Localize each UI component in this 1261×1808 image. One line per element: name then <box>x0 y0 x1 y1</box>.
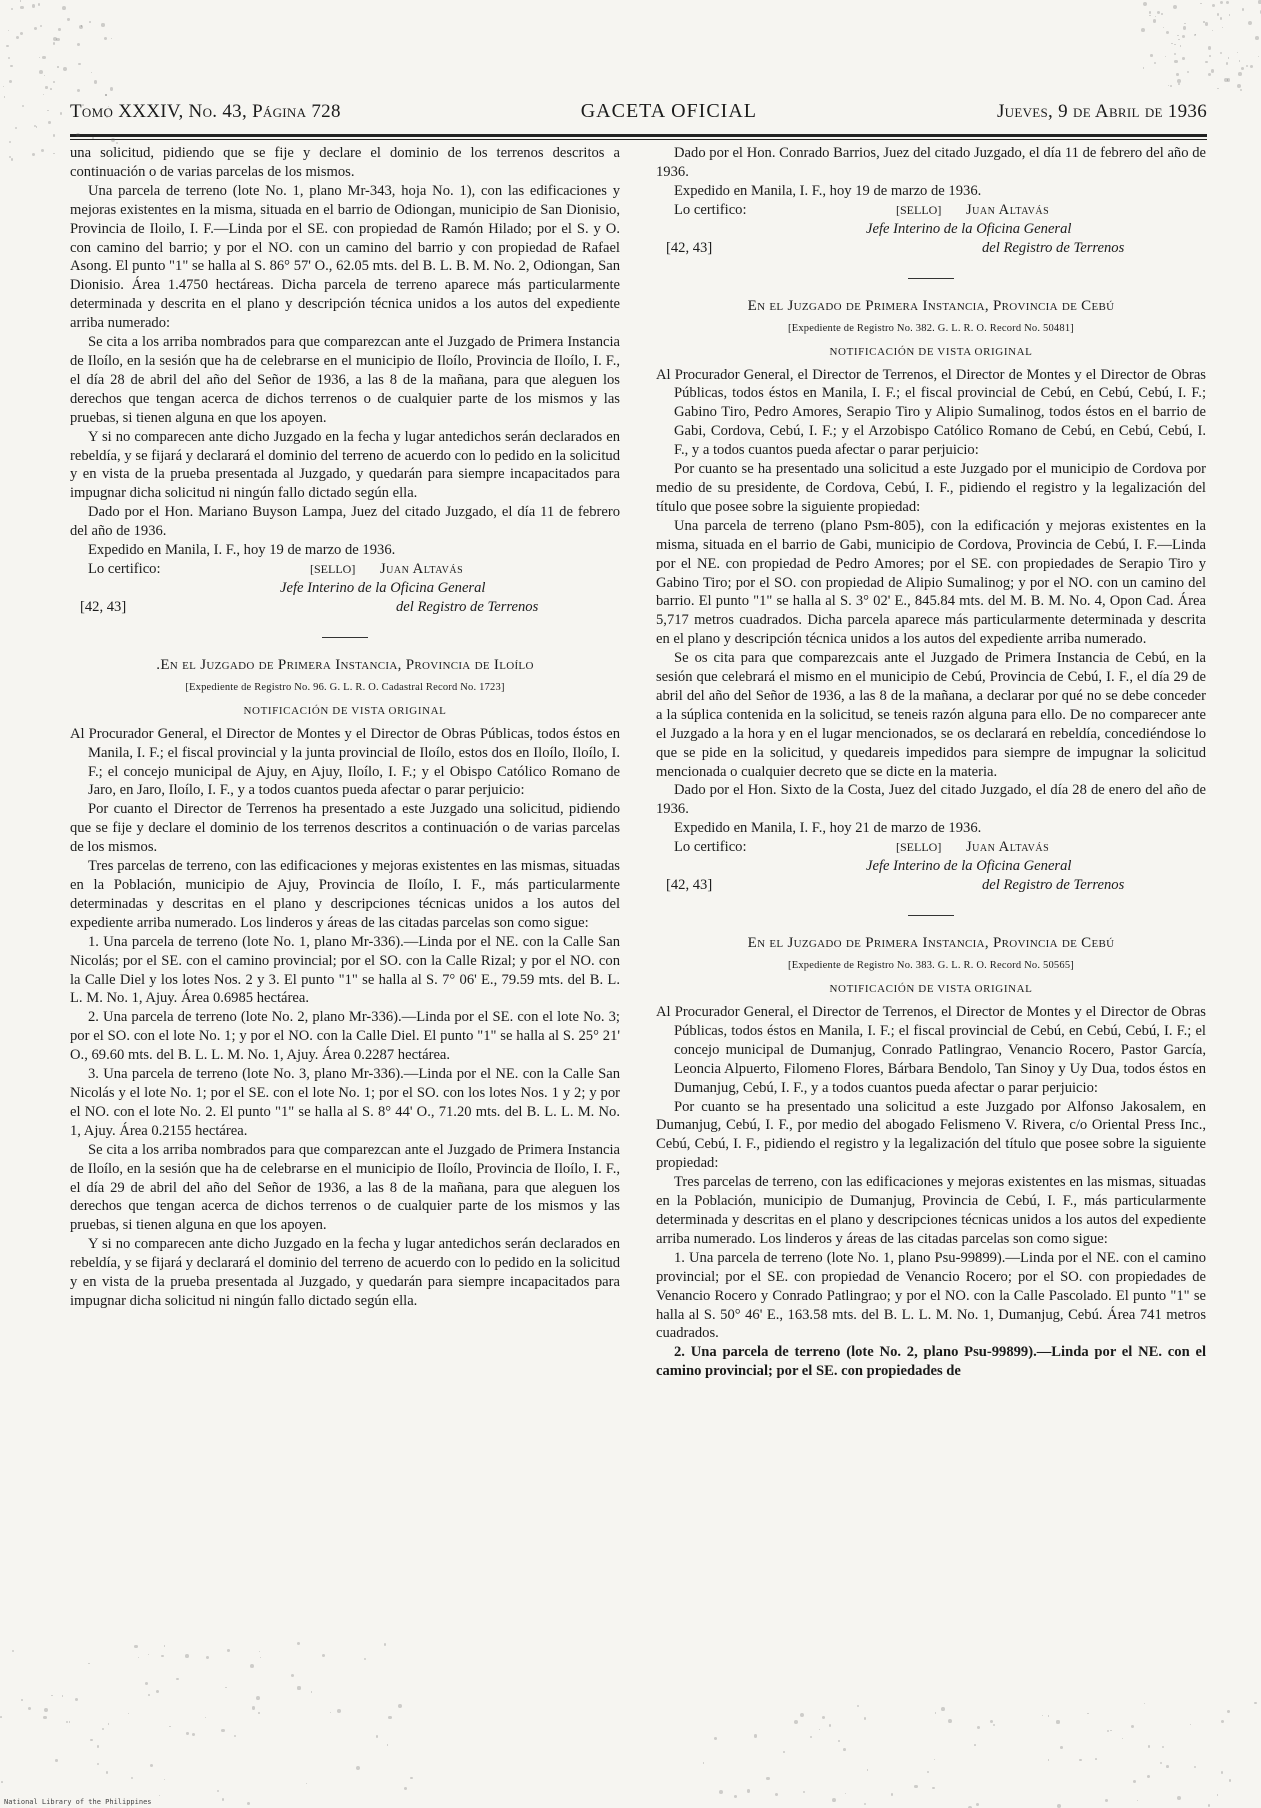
paragraph: Y si no comparecen ante dicho Juzgado en la fecha y lugar antedichos serán declarados en rebeldía, y se fijará y declarará el dominio del terreno de acuerdo con lo pedido en la solicitud y en vista de la prueba presentada al Juzgado, y quedarán para siempre incapacitados para impugnar dicha solicitud ni ningún fallo dictado según ella. <box>70 428 620 502</box>
noise-speck <box>934 1759 935 1760</box>
noise-speck <box>1248 21 1252 25</box>
noise-speck <box>1200 3 1201 4</box>
noise-speck <box>1227 78 1230 81</box>
noise-speck <box>1227 1710 1230 1713</box>
expediente-line: [Expediente de Registro No. 383. G. L. R. O. Record No. 50565] <box>788 960 1074 972</box>
noise-speck <box>43 1716 46 1719</box>
noise-speck <box>404 1787 407 1790</box>
noise-speck <box>1042 1715 1043 1716</box>
columns <box>70 144 1207 1804</box>
court-heading: .En el Juzgado de Primera Instancia, Provincia de Iloílo <box>156 657 534 674</box>
noise-speck <box>39 70 43 74</box>
noise-speck <box>32 4 36 8</box>
paragraph: Dado por el Hon. Mariano Buyson Lampa, Juez del citado Juzgado, el día 11 de febrero del año de 1936. <box>70 504 620 540</box>
signature-block <box>656 819 1206 895</box>
noise-speck <box>53 81 55 83</box>
noise-speck <box>79 25 83 29</box>
signature-block <box>656 182 1206 258</box>
noise-speck <box>77 89 80 92</box>
noise-speck <box>1220 52 1222 54</box>
noise-speck <box>1149 15 1151 17</box>
noise-speck <box>1166 1765 1169 1768</box>
noise-speck <box>53 134 55 136</box>
parcel-description: 2. Una parcela de terreno (lote No. 2, plano Mr-336).—Linda por el SE. con el lote No. 3; por el SO. con el lote No. 1; y por el NO. con la Calle Diel. El punto "1" se halla al S. 25° 21' O., 69.60 mts. del B. L. L. M. No. 1, Ajuy. Área 0.2287 hectárea. <box>70 1009 620 1064</box>
noise-speck <box>44 1708 48 1712</box>
parcel-description: Una parcela de terreno (plano Psm-805), con la edificación y mejoras existentes en la misma, situada en el barrio de Gabi, municipio de Cordova, Provincia de Cebú, I. F.—Linda por el NE. con propiedad de Pedro Amores; por el SE. con propiedades de Serapio Tiro y Gabino Tiro; por el SO. con propiedad de Alipio Sumalinog; y por el NO. con un camino del barrio. El punto "1" se halla al S. 3° 02' E., 845.84 mts. del M. B. M. No. 4, Opon Cad. Área 5,717 metros cuadrados. Dicha parcela aparece más particularmente determinada y descrita en el plano y descripción técnica unidos a los autos del expediente arriba numerado. <box>656 517 1206 648</box>
noise-speck <box>148 1694 150 1696</box>
noise-speck <box>927 1771 929 1773</box>
noise-speck <box>134 1645 137 1648</box>
noise-speck <box>1221 1771 1223 1773</box>
paragraph: Se cita a los arriba nombrados para que comparezcan ante el Juzgado de Primera Instancia de Iloílo, en la sesión que ha de celebrarse en el municipio de Iloílo, Provincia de Iloílo, I. F., el día 29 de abril del año del Señor de 1936, a las 8 de la mañana, para que aleguen los derechos que tengan acerca de dichos terrenos o de cualquier parte de los mismos y las pruebas, si tienen alguna en que los apoyen. <box>70 1141 620 1234</box>
noise-speck <box>1242 8 1244 10</box>
court-heading: En el Juzgado de Primera Instancia, Provincia de Cebú <box>747 935 1115 952</box>
noise-speck <box>1095 1758 1097 1760</box>
noise-speck <box>1177 1796 1181 1800</box>
noise-speck <box>1 1781 3 1783</box>
seal-label: [SELLO] <box>310 562 356 577</box>
signatory-title: Jefe Interino de la Oficina General <box>280 580 486 597</box>
noise-speck <box>766 1777 770 1781</box>
noise-speck <box>1143 2 1147 6</box>
noise-speck <box>1176 73 1179 76</box>
separator-rule <box>908 278 954 279</box>
noise-speck <box>50 88 52 90</box>
noise-speck <box>1163 27 1164 28</box>
addressees: Al Procurador General, el Director de Montes y el Director de Obras Públicas, todos éstos en Manila, I. F.; el fiscal provincial y la junta provincial de Iloílo, estos dos en Iloílo, Iloílo, I. F.; el concejo municipal de Ajuy, en Ajuy, Iloílo, I. F.; y el Obispo Católico Romano de Jaro, en Jaro, Iloílo, I. F., y a todos cuantos pueda afectar o parar perjuicio: <box>70 725 620 799</box>
noise-speck <box>1174 60 1177 63</box>
expediente-line: [Expediente de Registro No. 96. G. L. R. O. Cadastral Record No. 1723] <box>185 681 505 693</box>
noise-speck <box>67 18 69 20</box>
noise-speck <box>45 86 47 88</box>
paragraph: Dado por el Hon. Sixto de la Costa, Juez del citado Juzgado, el día 28 de enero del año de 1936. <box>656 782 1206 818</box>
paragraph: Se os cita para que comparezcais ante el Juzgado de Primera Instancia de Cebú, en la sesión que celebrará el mismo en el municipio de Cebú, Provincia de Cebú, I. F., el día 29 de abril del año del Señor de 1936, a las 8 de la mañana, a declarar por qué no se debe conceder a la súplica contenida en la solicitud, se teneis razón alguna para ello. De no comparecer ante el Juzgado a la hora y en el lugar mencionados, se os declarará en rebeldía, concediéndose lo que se pide en la solicitud, y quedareis impedidos para siempre de impugnar la solicitud mencionada o cualquier decreto que se dicte en la materia. <box>656 650 1206 780</box>
parcel-description: 1. Una parcela de terreno (lote No. 1, plano Mr-336).—Linda por el NE. con la Calle San Nicolás; por el SE. con el camino provincial; por el SO. con la Calle Rizal; y por el NO. con la Calle Diel y los lotes Nos. 2 y 3. El punto "1" se halla al S. 7° 06' E., 79.59 mts. del B. L. L. M. No. 1, Ajuy. Área 0.6985 hectárea. <box>70 933 620 1007</box>
noise-speck <box>108 1723 109 1724</box>
noise-speck <box>221 1729 224 1732</box>
signatory-name: Juan Altavás <box>966 201 1050 218</box>
noise-speck <box>53 42 55 44</box>
noise-speck <box>102 1728 104 1730</box>
noise-speck <box>110 87 113 90</box>
noise-speck <box>1205 61 1207 63</box>
reference-number: [42, 43] <box>666 877 713 894</box>
reference-number: [42, 43] <box>666 239 713 256</box>
signatory-title: Jefe Interino de la Oficina General <box>866 220 1072 237</box>
noise-speck <box>97 1745 99 1747</box>
noise-speck <box>0 1716 2 1718</box>
noise-speck <box>703 1762 704 1763</box>
noise-speck <box>76 133 80 137</box>
noise-speck <box>106 115 108 117</box>
noise-speck <box>94 80 97 83</box>
noise-speck <box>1056 1720 1059 1723</box>
noise-speck <box>62 6 66 10</box>
noise-speck <box>843 1748 846 1751</box>
noise-speck <box>810 1736 812 1738</box>
noise-speck <box>388 1716 391 1719</box>
addressees: Al Procurador General, el Director de Terrenos, el Director de Montes y el Director de Obras Públicas, todos éstos en Manila, I. F.; el fiscal provincial de Cebú, en Cebú, Cebú, I. F.; el concejo municipal de Dumanjug, Conrado Patlingrao, Venancio Rocero, Pastor García, Leoncia Alpuerto, Filomeno Flores, Bárbara Bendolo, Tan Sinoy y Uy Dua, todos éstos en Dumanjug, Cebú, I. F., y a todos cuantos pueda afectar o parar perjuicio: <box>656 1004 1206 1096</box>
noise-speck <box>88 1663 89 1664</box>
noise-speck <box>376 1735 378 1737</box>
paragraph: Y si no comparecen ante dicho Juzgado en la fecha y lugar antedichos serán declarados en rebeldía, y se fijará y declarará el dominio del terreno de acuerdo con lo pedido en la solicitud y en vista de la prueba presentada al Juzgado, y quedarán para siempre incapacitados para impugnar dicha solicitud ni ningún fallo dictado según ella. <box>70 1236 620 1309</box>
left-column <box>70 144 620 1804</box>
separator-rule <box>322 637 368 638</box>
noise-speck <box>82 104 84 106</box>
expedido-line: Expedido en Manila, I. F., hoy 19 de marzo de 1936. <box>674 182 982 199</box>
header-title: GACETA OFICIAL <box>580 100 758 122</box>
paragraph: Por cuanto se ha presentado una solicitud a este Juzgado por Alfonso Jakosalem, en Dumanjug, Cebú, I. F., por medio del abogado Felismeno V. Rivera, c/o Oriental Press Inc., Cebú, Cebú, I. F., pidiendo el registro y la legalización del título que posee sobre la siguiente propiedad: <box>656 1098 1206 1172</box>
noise-speck <box>3 86 4 87</box>
noise-speck <box>941 1707 945 1711</box>
seal-label: [SELLO] <box>896 840 942 855</box>
noise-speck <box>775 1793 778 1796</box>
paragraph: Tres parcelas de terreno, con las edificaciones y mejoras existentes en las mismas, situadas en la Población, municipio de Ajuy, Provincia de Iloílo, I. F., más particularmente determinadas y descritas en el plano y descripciones técnicas unidos a los autos del expediente arriba numerado. Los linderos y áreas de las citadas parcelas son como sigue: <box>70 858 620 931</box>
paragraph: Una parcela de terreno (lote No. 1, plano Mr-343, hoja No. 1), con las edificaciones y mejoras existentes en la misma, situada en el barrio de Odiongan, municipio de San Dionisio, Provincia de Iloilo, I. F.—Linda por el SE. con propiedad de Ramón Hilado; por el S. y O. con camino del barrio; y por el NO. con un camino del barrio y con propiedad de Rafael Asong. El punto "1" se halla al S. 86° 57' O., 62.05 mts. del B. L. B. M. No. 2, Odiongan, San Dionisio. Área 1.4750 hectáreas. Dicha parcela de terreno aparece más particularmente determinada y descrita en el plano y descripción técnica unidos a los autos del expediente arriba numerado: <box>70 182 620 332</box>
noise-speck <box>993 1724 995 1726</box>
noise-speck <box>250 1664 254 1668</box>
noise-speck <box>256 1696 260 1700</box>
noise-speck <box>11 158 13 160</box>
noise-speck <box>34 27 37 30</box>
expedido-line: Expedido en Manila, I. F., hoy 19 de marzo de 1936. <box>88 542 396 559</box>
noise-speck <box>1143 67 1144 68</box>
noise-speck <box>101 23 104 26</box>
page-header <box>70 100 1207 128</box>
court-heading: En el Juzgado de Primera Instancia, Provincia de Cebú <box>747 297 1115 314</box>
noise-speck <box>1226 1 1229 4</box>
noise-speck <box>1170 85 1172 87</box>
noise-speck <box>1144 1703 1145 1704</box>
noise-speck <box>1237 52 1239 54</box>
signatory-title: Jefe Interino de la Oficina General <box>866 858 1072 875</box>
expedido-line: Expedido en Manila, I. F., hoy 21 de marzo de 1936. <box>674 820 982 837</box>
noise-speck <box>1154 62 1156 64</box>
signatory-name: Juan Altavás <box>966 839 1050 856</box>
certifico-label: Lo certifico: <box>674 201 747 218</box>
expediente-line: [Expediente de Registro No. 382. G. L. R. O. Record No. 50481] <box>788 322 1074 334</box>
noise-speck <box>156 1690 159 1693</box>
right-column <box>656 144 1206 1804</box>
noise-speck <box>227 1649 230 1652</box>
signatory-office: del Registro de Terrenos <box>396 599 539 616</box>
noise-speck <box>974 1744 976 1746</box>
noise-speck <box>11 8 13 10</box>
noise-speck <box>1208 1804 1211 1807</box>
paragraph: Por cuanto se ha presentado una solicitud a este Juzgado por el municipio de Cordova por medio de su presidente, de Cordova, Cebú, I. F., pidiendo el registro y la legalización del título que posee sobre la siguiente propiedad: <box>656 461 1206 515</box>
noise-speck <box>205 1717 206 1718</box>
noise-speck <box>410 1777 412 1779</box>
noise-speck <box>1147 1775 1150 1778</box>
noise-speck <box>111 138 115 142</box>
noise-speck <box>106 1771 108 1773</box>
header-rule <box>70 134 1207 140</box>
noise-speck <box>12 1650 14 1652</box>
notice-heading: NOTIFICACIÓN DE VISTA ORIGINAL <box>829 345 1033 358</box>
noise-speck <box>20 0 21 1</box>
noise-speck <box>1150 54 1153 57</box>
paragraph: Tres parcelas de terreno, con las edificaciones y mejoras existentes en las mismas, situadas en la Población, municipio de Dumanjug, Provincia de Cebú, I. F., más particularmente determinada y descritas en el plano y descripciones técnicas unidos a los autos del expediente arriba numerado. Los linderos y áreas de las citadas parcelas son como sigue: <box>656 1174 1206 1247</box>
noise-speck <box>9 80 12 83</box>
noise-speck <box>1173 5 1177 9</box>
noise-speck <box>62 1695 63 1696</box>
noise-speck <box>297 1686 300 1689</box>
paragraph: Se cita a los arriba nombrados para que comparezcan ante el Juzgado de Primera Instancia de Iloílo, en la sesión que ha de celebrarse en el municipio de Iloílo, Provincia de Iloílo, I. F., el día 28 de abril del año del Señor de 1936, a las 8 de la mañana, para que aleguen los derechos que tengan acerca de dichos terrenos o de cualquier parte de los mismos y las pruebas, si tienen alguna en que los apoyen. <box>70 334 620 426</box>
noise-speck <box>89 21 91 23</box>
notice-heading: NOTIFICACIÓN DE VISTA ORIGINAL <box>243 704 447 717</box>
signature-block <box>70 541 620 617</box>
noise-speck <box>77 43 80 46</box>
paragraph: una solicitud, pidiendo que se fije y declare el dominio de los terrenos descritos a continuación o de varias parcelas de los mismos. <box>70 145 620 180</box>
header-date: Jueves, 9 de Abril de 1936 <box>996 101 1207 122</box>
noise-speck <box>337 1709 341 1713</box>
parcel-description: 2. Una parcela de terreno (lote No. 2, plano Psu-99899).—Linda por el NE. con el camino provincial; por el SE. con propiedades de <box>656 1344 1206 1380</box>
noise-speck <box>57 66 58 67</box>
noise-speck <box>55 1759 58 1762</box>
noise-speck <box>1171 43 1172 44</box>
noise-speck <box>398 1704 402 1708</box>
noise-speck <box>832 1798 836 1802</box>
noise-speck <box>60 112 62 114</box>
paragraph: Por cuanto el Director de Terrenos ha presentado a este Juzgado una solicitud, pidiendo que se fije y declare el dominio de los terrenos descritos a continuación o de varias parcelas de los mismos. <box>70 801 620 856</box>
signatory-office: del Registro de Terrenos <box>982 239 1125 256</box>
signatory-name: Juan Altavás <box>380 561 464 578</box>
noise-speck <box>41 149 44 152</box>
noise-speck <box>322 1654 325 1657</box>
noise-speck <box>21 1699 23 1701</box>
certifico-label: Lo certifico: <box>674 839 747 856</box>
noise-speck <box>42 56 45 59</box>
reference-number: [42, 43] <box>80 599 127 616</box>
noise-speck <box>838 1740 840 1742</box>
certifico-label: Lo certifico: <box>88 561 161 578</box>
noise-speck <box>92 137 94 139</box>
notice-heading: NOTIFICACIÓN DE VISTA ORIGINAL <box>829 983 1033 996</box>
noise-speck <box>185 1654 189 1658</box>
noise-speck <box>1255 36 1259 40</box>
noise-speck <box>1182 57 1185 60</box>
noise-speck <box>1238 72 1242 76</box>
noise-speck <box>1133 1780 1136 1783</box>
noise-speck <box>1184 23 1185 24</box>
noise-speck <box>6 45 8 47</box>
noise-speck <box>58 28 61 31</box>
noise-speck <box>867 1769 868 1770</box>
parcel-description: 3. Una parcela de terreno (lote No. 3, plano Mr-336).—Linda por el NE. con la Calle San Nicolás y el lote No. 1; por el SE. con el lote No. 1; por el SO. con los lotes Nos. 1 y 2; y por el NO. con el lote No. 2. El punto "1" se halla al S. 8° 44' O., 71.20 mts. del B. L. L. M. No. 1, Ajuy. Área 0.2155 hectárea. <box>70 1066 620 1139</box>
noise-speck <box>1254 1702 1257 1705</box>
noise-speck <box>186 1732 188 1734</box>
noise-speck <box>69 1721 70 1722</box>
noise-speck <box>1212 30 1213 31</box>
seal-label: [SELLO] <box>896 202 942 217</box>
signatory-office: del Registro de Terrenos <box>982 877 1125 894</box>
noise-speck <box>1162 1746 1164 1748</box>
noise-speck <box>948 1719 952 1723</box>
noise-speck <box>192 1733 195 1736</box>
noise-speck <box>225 1687 226 1688</box>
noise-speck <box>719 1790 723 1794</box>
separator-rule <box>908 915 954 916</box>
paragraph: Dado por el Hon. Conrado Barrios, Juez del citado Juzgado, el día 11 de febrero del año de 1936. <box>656 145 1206 180</box>
noise-speck <box>1237 84 1241 88</box>
parcel-description: 1. Una parcela de terreno (lote No. 1, plano Psu-99899).—Linda por el NE. con el camino provincial; por el SE. con propiedad de Venancio Rocero; por el SO. con propiedades de Venancio Rocero y Conrado Patlingrao; y por el NO. con la Calle Pascolado. El punto "1" se halla al S. 50° 46' E., 163.58 mts. del B. L. L. M. No. 1, Dumanjug, Cebú. Área 741 metros cuadrados. <box>656 1249 1206 1342</box>
noise-speck <box>387 1744 388 1745</box>
noise-speck <box>1161 13 1163 15</box>
noise-speck <box>932 1787 935 1790</box>
footer-archive-note: National Library of the Philippines <box>4 1798 152 1806</box>
noise-speck <box>176 1678 178 1680</box>
noise-speck <box>1211 69 1214 72</box>
noise-speck <box>1178 39 1179 40</box>
noise-speck <box>754 1734 757 1737</box>
noise-speck <box>1178 83 1180 85</box>
noise-speck <box>1209 55 1211 57</box>
addressees: Al Procurador General, el Director de Terrenos, el Director de Montes y el Director de Obras Públicas, todos éstos en Manila, I. F.; el fiscal provincial de Cebú, en Cebú, Cebú, I. F.; Gabino Tiro, Pedro Amores, Serapio Tiro y Alipio Sumalinog, todos éstos en el barrio de Gabi, Cordova, Cebú, I. F.; y el Arzobispo Católico Romano de Cebú, en Cebú, Cebú, I. F., y a todos cuantos pueda afectar o parar perjuicio: <box>656 366 1206 459</box>
noise-speck <box>1060 1746 1063 1749</box>
header-volume: Tomo XXXIV, No. 43, Página 728 <box>70 101 341 122</box>
noise-speck <box>794 1720 798 1724</box>
